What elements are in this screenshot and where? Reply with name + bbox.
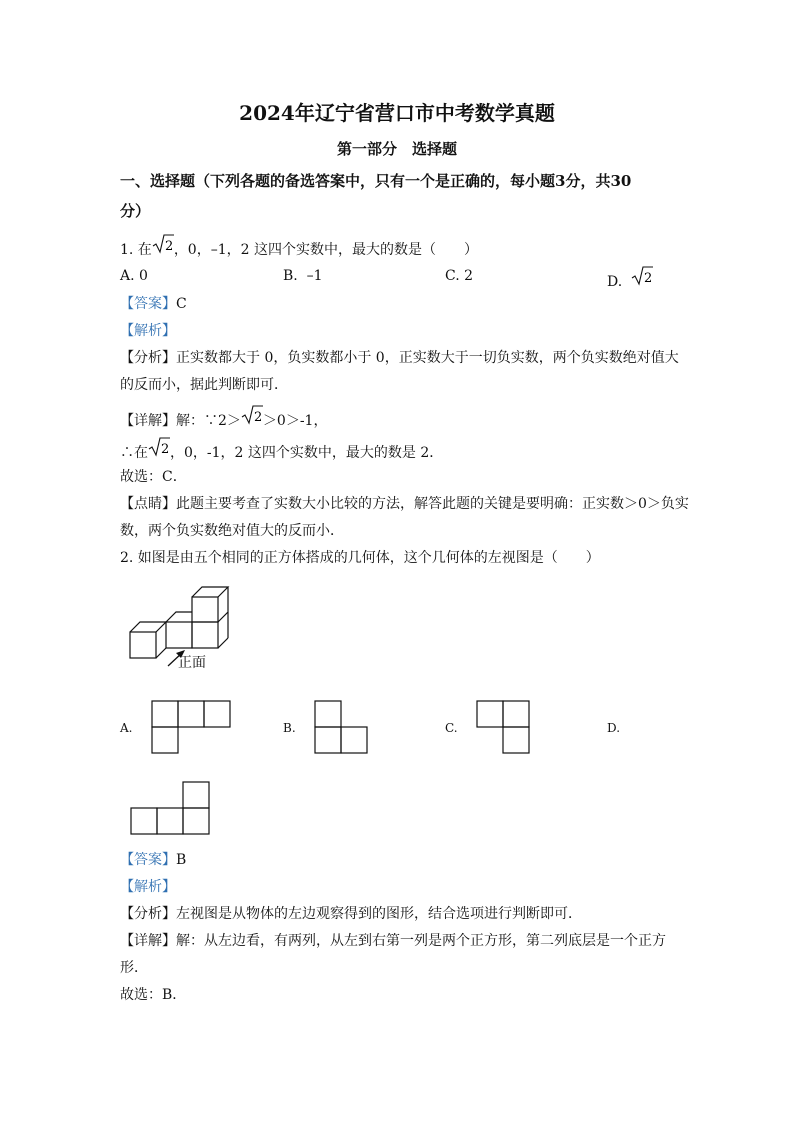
q1-number-prefix: 1. 在 xyxy=(120,242,152,258)
sqrt-symbol xyxy=(152,234,174,254)
q1-stem-rest: ，0，–1，2 这四个实数中，最大的数是（ ） xyxy=(173,242,478,258)
svg-text:2: 2 xyxy=(161,442,170,457)
q2-fenxi: 【分析】左视图是从物体的左边观察得到的图形，结合选项进行判断即可． xyxy=(120,906,582,922)
q2-option-c-label: C. xyxy=(445,721,458,735)
svg-text:2: 2 xyxy=(644,271,653,286)
q2-option-a-label: A. xyxy=(120,721,133,735)
q1-fenxi-line1: 【分析】正实数都大于 0，负实数都小于 0，正实数大于一切负实数，两个负实数绝对值大 xyxy=(120,350,679,366)
q2-option-c-figure xyxy=(476,700,530,754)
q1-conclusion: ∴在 2 ，0，-1，2 这四个实数中，最大的数是 2． xyxy=(120,437,443,460)
q2-option-a-figure xyxy=(151,700,231,754)
q1-option-b: B. –1 xyxy=(283,268,323,284)
q2-option-d-figure xyxy=(130,781,210,835)
front-label: 正面 xyxy=(178,655,206,671)
q1-option-c: C. 2 xyxy=(445,268,474,284)
q2-answer: 【答案】B xyxy=(120,852,187,868)
q1-option-a: A. 0 xyxy=(120,268,148,284)
q1-analysis-tag: 【解析】 xyxy=(120,323,176,339)
section-heading-line1: 一、选择题（下列各题的备选答案中，只有一个是正确的，每小题3分，共30 xyxy=(120,172,632,190)
svg-text:2: 2 xyxy=(253,410,263,425)
q1-detail: 【详解】解：∵2＞ 2 ＞0＞-1， xyxy=(120,405,327,428)
q1-fenxi-line2: 的反而小，据此判断即可． xyxy=(120,377,288,393)
sqrt-symbol xyxy=(241,405,263,425)
q1-stem xyxy=(120,234,478,257)
q2-detail-line2: 形． xyxy=(120,960,148,976)
q2-option-b-label: B. xyxy=(283,721,296,735)
q1-option-d: D. 2 xyxy=(607,266,653,289)
q2-analysis-tag: 【解析】 xyxy=(120,879,176,895)
q2-option-d-label: D. xyxy=(607,721,621,735)
q2-detail-line1: 【详解】解：从左边看，有两列，从左到右第一列是两个正方形，第二列底层是一个正方 xyxy=(120,933,666,949)
q1-choose: 故选：C． xyxy=(120,469,187,485)
section-heading-line2: 分） xyxy=(120,202,151,220)
svg-text:2: 2 xyxy=(164,239,174,254)
q2-choose: 故选：B． xyxy=(120,987,187,1003)
q1-dianjing-line1: 【点睛】此题主要考查了实数大小比较的方法，解答此题的关键是要明确：正实数＞0＞负实 xyxy=(120,496,689,512)
q2-stem: 2. 如图是由五个相同的正方体搭成的几何体，这个几何体的左视图是（ ） xyxy=(120,550,600,566)
part-heading: 第一部分 选择题 xyxy=(336,140,457,158)
q1-answer: 【答案】C xyxy=(120,296,187,312)
page-title: 2024年辽宁省营口市中考数学真题 xyxy=(239,101,555,125)
q1-dianjing-line2: 数，两个负实数绝对值大的反而小． xyxy=(120,523,344,539)
sqrt-symbol xyxy=(148,437,170,457)
sqrt-symbol xyxy=(631,266,653,286)
q2-option-b-figure xyxy=(314,700,368,754)
